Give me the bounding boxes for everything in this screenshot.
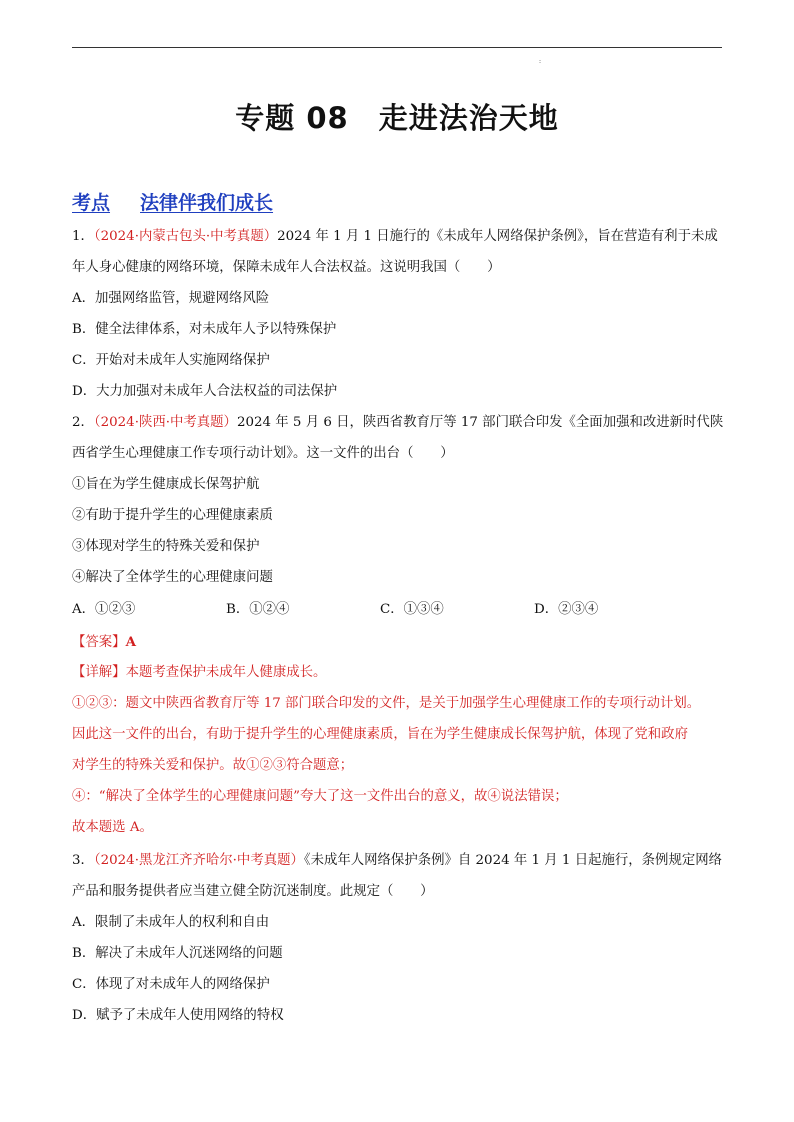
q2-explanation-5: 故本题选 A。 bbox=[72, 820, 153, 835]
q2-stem1: 2024 年 5 月 6 日，陕西省教育厅等 17 部门联合印发《全面加强和改进新时代陕 bbox=[236, 415, 724, 430]
section-title: 法律伴我们成长 bbox=[140, 192, 274, 214]
q2-explanation-3: 对学生的特殊关爱和保护。故①②③符合题意； bbox=[72, 758, 354, 773]
q2-explanation-2: 因此这一文件的出台，有助于提升学生的心理健康素质，旨在为学生健康成长保驾护航，体现了党和政府 bbox=[72, 727, 688, 742]
q1-option-c: C．开始对未成年人实施网络保护 bbox=[72, 353, 270, 368]
q2-choice-b: B．①②④ bbox=[226, 602, 290, 617]
q3-option-d: D．赋予了未成年人使用网络的特权 bbox=[72, 1008, 284, 1023]
q2-explanation-1: ①②③：题文中陕西省教育厅等 17 部门联合印发的文件，是关于加强学生心理健康工作的专项行动计划。 bbox=[72, 696, 701, 711]
q3-option-b: B．解决了未成年人沉迷网络的问题 bbox=[72, 946, 283, 961]
q1-option-b: B．健全法律体系，对未成年人予以特殊保护 bbox=[72, 322, 337, 337]
q2-answer bbox=[72, 633, 136, 652]
q1-option-a: A．加强网络监管，规避网络风险 bbox=[72, 291, 270, 306]
q2-source: （2024·陕西·中考真题） bbox=[93, 415, 237, 430]
q2-number: 2． bbox=[72, 415, 94, 430]
q1-number: 1． bbox=[72, 229, 94, 244]
q3-number: 3． bbox=[72, 853, 94, 868]
q2-item-1: ①旨在为学生健康成长保驾护航 bbox=[72, 477, 260, 492]
q2-stem-line2: 西省学生心理健康工作专项行动计划》。这一文件的出台（ ） bbox=[72, 446, 454, 461]
q2-item-3: ③体现对学生的特殊关爱和保护 bbox=[72, 539, 260, 554]
q3-stem-line1 bbox=[72, 852, 722, 870]
q2-choice-a: A．①②③ bbox=[72, 602, 136, 617]
page-title bbox=[0, 96, 794, 137]
section-label: 考点 bbox=[72, 192, 111, 214]
header-rule bbox=[72, 47, 722, 48]
q2-detail-text: 本题考查保护未成年人健康成长。 bbox=[125, 665, 327, 680]
section-heading bbox=[72, 188, 273, 215]
q1-option-d: D．大力加强对未成年人合法权益的司法保护 bbox=[72, 384, 338, 399]
q2-stem-line1 bbox=[72, 414, 723, 432]
q1-source: （2024·内蒙古包头·中考真题） bbox=[93, 229, 278, 244]
title-part2: 走进法治天地 bbox=[378, 101, 559, 135]
header-mark: : bbox=[539, 58, 542, 65]
q1-stem-line2: 年人身心健康的网络环境，保障未成年人合法权益。这说明我国（ ） bbox=[72, 260, 501, 275]
q2-choice-c: C．①③④ bbox=[380, 602, 444, 617]
q3-stem-line2: 产品和服务提供者应当建立健全防沉迷制度。此规定（ ） bbox=[72, 884, 434, 899]
q1-stem-line1 bbox=[72, 228, 718, 246]
q3-option-c: C．体现了对未成年人的网络保护 bbox=[72, 977, 270, 992]
title-part1: 专题 08 bbox=[235, 101, 349, 135]
q2-answer-value: A bbox=[125, 634, 136, 650]
q2-answer-tag: 【答案】 bbox=[72, 635, 126, 650]
q1-stem1: 2024 年 1 月 1 日施行的《未成年人网络保护条例》，旨在营造有利于未成 bbox=[277, 229, 718, 244]
q2-detail bbox=[72, 664, 326, 682]
q3-stem1: 《未成年人网络保护条例》自 2024 年 1 月 1 日起施行，条例规定网络 bbox=[303, 853, 723, 868]
q2-explanation-4: ④：“解决了全体学生的心理健康问题”夸大了这一文件出台的意义，故④说法错误； bbox=[72, 789, 568, 804]
q3-source: （2024·黑龙江齐齐哈尔·中考真题） bbox=[93, 853, 304, 868]
q2-detail-tag: 【详解】 bbox=[72, 665, 126, 680]
q2-item-2: ②有助于提升学生的心理健康素质 bbox=[72, 508, 273, 523]
q3-option-a: A．限制了未成年人的权利和自由 bbox=[72, 915, 270, 930]
q2-choice-d: D．②③④ bbox=[534, 602, 599, 617]
q2-item-4: ④解决了全体学生的心理健康问题 bbox=[72, 570, 273, 585]
